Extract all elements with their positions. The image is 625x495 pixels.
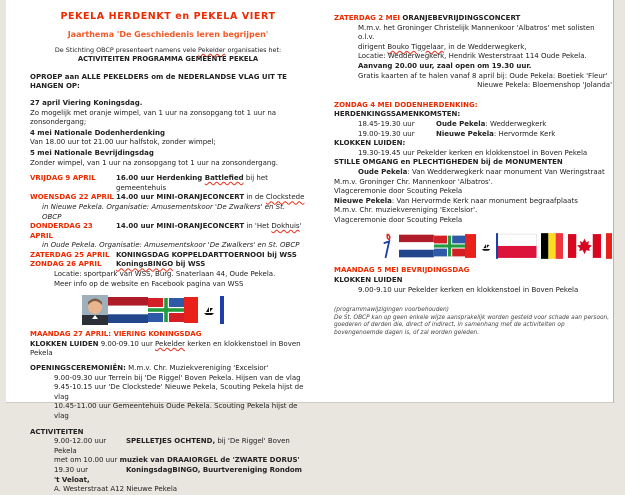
page-title: PEKELA HERDENKT en PEKELA VIERT <box>60 11 276 22</box>
opening-ceremonies <box>30 364 306 422</box>
bells-sub: KLOKKEN LUIDEN: <box>334 139 406 148</box>
row-place: Nieuwe Pekela <box>436 129 494 138</box>
flag-rule-head: 5 mei Nationale Bevrijdingsdag <box>30 148 154 157</box>
concert-line: Locatie: Wedderwegkerk, Hendrik Westerstraat 114 Oude Pekela. <box>358 52 587 61</box>
intro-pekelder: Pekelder <box>198 46 226 55</box>
king-portrait <box>82 295 108 325</box>
activity-line: A. Westerstraat A12 Nieuwe Pekela <box>54 485 178 494</box>
event-text: ' <box>299 222 302 231</box>
bells-line: 19.30-19.45 uur Pekelder kerken en klokkenstoel in Boven Pekela <box>358 148 588 157</box>
schedule-row <box>30 222 306 241</box>
row-rest: : Wedderwegkerk <box>485 119 547 128</box>
schedule-text <box>116 222 306 241</box>
activity-line <box>54 466 306 485</box>
event-text: 14.00 uur MINI-ORANJECONCERT <box>116 193 245 202</box>
remembrance-row <box>358 120 612 130</box>
remembrance-sub: HERDENKINGSSAMENKOMSTEN: <box>334 110 461 119</box>
activity-pre: met om 10.00 uur <box>54 456 120 465</box>
schedule-date: DONDERDAG 23 APRIL <box>30 222 93 240</box>
schedule-text <box>116 193 306 203</box>
bells-label: KLOKKEN LUIDEN <box>30 339 99 348</box>
conductor-name: Bouko Tiggelaar <box>387 42 444 51</box>
pekela-red-panel <box>465 233 476 259</box>
route-text: : Van Wedderwegkerk naar monument Van Weringstraat <box>407 167 605 176</box>
event-text: 14.00 uur MINI-ORANJECONCERT <box>116 222 245 231</box>
event-text-misspelled: Battlefied <box>204 174 244 183</box>
event-text: KoningsBINGO <box>116 260 174 269</box>
row-time: 18.45-19.30 uur <box>358 119 415 128</box>
event-text: KONINGSDAG KOPPELDARTTOERNOOI bij WSS <box>116 250 297 259</box>
activity-rest: bij 'De Riggel' Boven Pekela <box>54 437 290 455</box>
pekela-ship-icon <box>203 304 215 316</box>
schedule-row <box>30 251 306 261</box>
opening-heading-line <box>30 364 306 374</box>
bells-time: 9.00-09.10 uur <box>98 339 156 348</box>
dutch-flag <box>399 233 434 259</box>
polish-flag <box>498 233 537 259</box>
concert-heading-line <box>334 14 612 24</box>
event-text: in de <box>244 193 266 202</box>
liberation-bells-line: 9.00-9.10 uur Pekelder kerken en klokkenstoel in Boven Pekela <box>358 285 579 294</box>
liberation-torch-figure <box>380 231 395 261</box>
page-subtitle: Jaarthema 'De Geschiedenis leren begrijpen' <box>67 29 269 39</box>
activity-title: muziek van DRAAIORGEL de 'ZWARTE DORUS' <box>119 456 300 465</box>
activity-time: 9.00-12.00 uur <box>54 437 107 446</box>
kingsday-banner <box>82 295 306 325</box>
intro-post: organisaties het: <box>225 46 282 55</box>
row-time: 19.00-19.30 uur <box>358 129 415 138</box>
flag-instructions <box>30 99 306 168</box>
venue-name: Clockstede <box>265 193 305 202</box>
remembrance-heading: ZONDAG 4 MEI DODENHERDENKING: <box>334 100 478 109</box>
activity-time: 19.30 uur <box>54 465 89 474</box>
schedule-date: VRIJDAG 9 APRIL <box>30 174 96 183</box>
venue-name: Dokhuis <box>271 222 300 231</box>
concert-line: Gratis kaarten af te halen vanaf 8 april bij: Oude Pekela: Boetiek 'Fleur' <box>358 71 608 80</box>
schedule-row <box>30 174 306 193</box>
activities <box>30 428 306 495</box>
concert-date: ZATERDAG 2 MEI <box>334 14 403 22</box>
silent-walk-line <box>358 168 612 178</box>
april-schedule <box>30 174 306 289</box>
concert-title: ORANJEBEVRIJDINGSCONCERT <box>402 14 521 22</box>
flag-rule-head: 27 april Viering Koningsdag. <box>30 98 143 107</box>
activity-title: KoningsdagBINGO, Buurtvereniging Rondom 't Veloat, <box>54 465 302 484</box>
disclaimer-note: (programmawijzigingen voorbehouden) <box>334 307 449 314</box>
schedule-row <box>30 193 306 203</box>
concert-line: Nieuwe Pekela: Bloemenshop 'Jolanda' <box>477 81 612 90</box>
program-sheet <box>6 0 614 494</box>
opening-note: M.m.v. Chr. Muziekvereniging 'Excelsior' <box>125 364 269 373</box>
opening-item: 10.45-11.00 uur Gemeentehuis Oude Pekela. Scouting Pekela hijst de vlag <box>54 402 298 420</box>
flag-rule-body: Van 18.00 uur tot 21.00 uur halfstok, zonder wimpel; <box>30 138 216 147</box>
kingsday-heading: MAANDAG 27 APRIL: VIERING KONINGSDAG <box>30 330 202 339</box>
bells-rest: kerken en klokkenstoel in Boven Pekela <box>30 339 301 358</box>
right-column <box>334 8 612 338</box>
left-column <box>30 8 306 495</box>
concert-text: dirigent <box>358 42 388 51</box>
intro-pre: De Stichting OBCP presenteert namens vele <box>54 46 199 55</box>
groningen-flag <box>434 233 465 259</box>
schedule-date: WOENSDAG 22 APRIL <box>30 193 114 202</box>
event-text: in 'Het <box>244 222 272 231</box>
pekela-ship-icon <box>481 241 491 252</box>
disclaimer <box>334 307 612 337</box>
place-name: Oude Pekela <box>358 167 408 176</box>
dutch-flag <box>108 297 148 323</box>
belgian-flag <box>541 232 563 260</box>
activities-heading: ACTIVITEITEN <box>30 427 84 436</box>
kingsday-bells-line <box>30 340 306 359</box>
silent-walk-line <box>334 197 612 207</box>
schedule-row <box>30 260 306 270</box>
event-text: 16.00 uur Herdenking <box>116 174 205 183</box>
groningen-flag <box>148 297 184 323</box>
opening-item: 9.00-09.30 uur Terrein bij 'De Riggel' Boven Pekela. Hijsen van de vlag <box>54 373 301 382</box>
flag-rule-body: Zonder wimpel, van 1 uur na zonsopgang tot 1 uur na zonsondergang. <box>30 158 279 167</box>
opening-heading: OPENINGSCEREMONIËN: <box>30 364 126 373</box>
silent-walk-line: M.m.v. Chr. muziekvereniging 'Excelsior'. <box>334 206 478 215</box>
concert-text: , in de Wedderwegkerk, <box>443 42 527 51</box>
info-line: Meer info op de website en Facebook pagina van WSS <box>54 279 244 288</box>
event-text: bij het gemeentehuis <box>116 174 268 192</box>
pekelder-word: Pekelder <box>155 339 186 348</box>
canadian-flag <box>568 233 601 259</box>
event-text: bij WSS <box>173 260 206 269</box>
schedule-text <box>116 174 306 193</box>
blue-bar <box>220 296 224 324</box>
silent-walk-line: M.m.v. Groninger Chr. Mannenkoor 'Albatros'. <box>334 177 493 186</box>
remembrance-row <box>358 130 612 140</box>
schedule-text <box>116 260 306 270</box>
row-rest: : Hervormde Kerk <box>493 129 556 138</box>
concert-line: M.m.v. het Groninger Christelijk Mannenkoor 'Albatros' met solisten o.l.v. <box>358 23 595 42</box>
oproep-heading: OPROEP aan ALLE PEKELDERS om de NEDERLANDSE VLAG UIT TE HANGEN OP: <box>30 72 287 91</box>
silent-walk-line: Vlagceremonie door Scouting Pekela <box>334 187 463 196</box>
schedule-date: ZATERDAG 25 APRIL <box>30 250 110 259</box>
concert-line: Aanvang 20.00 uur, zaal open om 19.30 uur. <box>358 61 532 70</box>
liberation-bells-sub: KLOKKEN LUIDEN <box>334 276 403 285</box>
schedule-date: ZONDAG 26 APRIL <box>30 260 102 269</box>
activity-title: SPELLETJES OCHTEND, <box>126 437 216 446</box>
activity-line <box>54 456 306 466</box>
flag-rule-head: 4 mei Nationale Dodenherdenking <box>30 128 165 137</box>
place-name: Nieuwe Pekela <box>334 196 392 205</box>
concert-line <box>358 43 612 53</box>
opening-item: 9.45-10.15 uur 'De Clockstede' Nieuwe Pekela, Scouting Pekela hijst de vlag <box>54 383 304 401</box>
program-heading: ACTIVITEITEN PROGRAMMA GEMEENTE PEKELA <box>77 55 259 64</box>
disclaimer-body: De St. OBCP kan op geen enkele wijze aansprakelijk worden gesteld voor schade aan persoon, goederen of derden die, direct of indirect, in samenhang met de activiteiten op bovengenoemde dagen is, of zal worden geleden. <box>334 314 610 337</box>
row-place: Oude Pekela <box>436 119 486 128</box>
liberation-banner <box>380 231 612 261</box>
liberation-day-heading: MAANDAG 5 MEI BEVRIJDINGSDAG <box>334 266 470 275</box>
pekela-red-panel <box>184 297 198 323</box>
activity-line <box>54 437 306 456</box>
route-text: : Van Hervormde Kerk naar monument begraafplaats <box>391 196 578 205</box>
silent-walk-line: Vlagceremonie door Scouting Pekela <box>334 215 463 224</box>
intro-line <box>30 46 306 55</box>
schedule-subline: in Nieuwe Pekela. Organisatie: Amusementskoor 'De Zwalkers' en St. OBCP <box>42 202 286 221</box>
location-line: Locatie: sportpark van WSS, Burg. Snaterlaan 44, Oude Pekela. <box>54 270 276 279</box>
flag-rule-body: Zo mogelijk met oranje wimpel, van 1 uur na zonsopgang tot 1 uur na zonsondergang; <box>30 108 277 127</box>
red-bar <box>606 232 612 260</box>
schedule-subline: in Oude Pekela. Organisatie: Amusementskoor 'De Zwalkers' en St. OBCP <box>42 241 300 250</box>
silent-walk-sub: STILLE OMGANG en PLECHTIGHEDEN bij de MONUMENTEN <box>334 158 563 167</box>
